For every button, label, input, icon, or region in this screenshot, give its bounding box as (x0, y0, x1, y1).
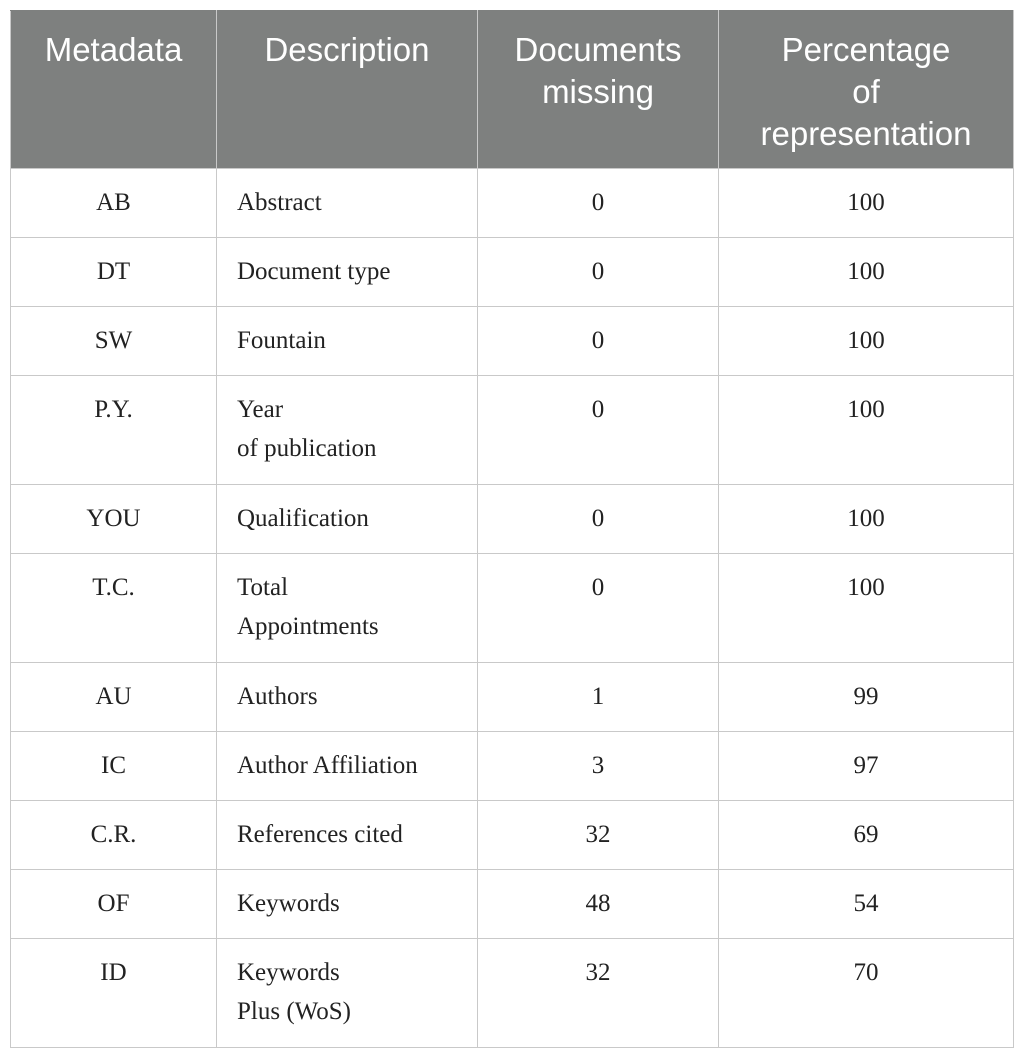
cell-description: Fountain (217, 307, 478, 376)
cell-metadata-code: AB (11, 169, 217, 238)
table-header (11, 11, 1014, 169)
cell-documents-missing: 0 (478, 169, 719, 238)
cell-percentage: 100 (719, 554, 1014, 663)
cell-documents-missing: 0 (478, 376, 719, 485)
header-metadata (11, 11, 217, 169)
table-row (11, 238, 1014, 307)
cell-description: Keywords (217, 870, 478, 939)
cell-description: Authors (217, 663, 478, 732)
table-row (11, 485, 1014, 554)
table-row (11, 870, 1014, 939)
header-percentage (719, 11, 1014, 169)
cell-percentage: 69 (719, 801, 1014, 870)
header-documents-missing (478, 11, 719, 169)
table-container (10, 10, 1013, 1048)
cell-percentage: 54 (719, 870, 1014, 939)
cell-percentage: 100 (719, 238, 1014, 307)
cell-description-line: Total (237, 574, 289, 601)
cell-description-line: Plus (WoS) (237, 998, 351, 1025)
cell-documents-missing: 32 (478, 939, 719, 1048)
cell-documents-missing: 0 (478, 307, 719, 376)
cell-documents-missing: 32 (478, 801, 719, 870)
cell-metadata-code: OF (11, 870, 217, 939)
cell-documents-missing: 0 (478, 485, 719, 554)
cell-percentage: 99 (719, 663, 1014, 732)
header-description (217, 11, 478, 169)
cell-metadata-code: DT (11, 238, 217, 307)
cell-description: Abstract (217, 169, 478, 238)
cell-description: Qualification (217, 485, 478, 554)
header-description-label: Description (264, 31, 430, 68)
cell-description: Author Affiliation (217, 732, 478, 801)
header-percentage-label: Percentage of representation (760, 31, 972, 152)
cell-metadata-code: T.C. (11, 554, 217, 663)
cell-description: Document type (217, 238, 478, 307)
cell-documents-missing: 0 (478, 554, 719, 663)
table-row (11, 801, 1014, 870)
header-metadata-label: Metadata (44, 31, 183, 68)
cell-description: References cited (217, 801, 478, 870)
cell-description-line: Keywords (237, 959, 340, 986)
cell-percentage: 97 (719, 732, 1014, 801)
table-row (11, 663, 1014, 732)
cell-metadata-code: YOU (11, 485, 217, 554)
cell-description-line: Appointments (237, 613, 379, 640)
cell-metadata-code: P.Y. (11, 376, 217, 485)
header-row (11, 11, 1014, 169)
cell-description-line: Year (237, 396, 284, 423)
cell-percentage: 100 (719, 485, 1014, 554)
cell-documents-missing: 0 (478, 238, 719, 307)
cell-description (217, 554, 478, 663)
cell-percentage: 100 (719, 169, 1014, 238)
metadata-table (10, 10, 1014, 1048)
cell-percentage: 70 (719, 939, 1014, 1048)
cell-description (217, 939, 478, 1048)
cell-description-line: of publication (237, 435, 377, 462)
cell-percentage: 100 (719, 307, 1014, 376)
table-row (11, 169, 1014, 238)
table-row (11, 732, 1014, 801)
table-row (11, 307, 1014, 376)
cell-metadata-code: IC (11, 732, 217, 801)
table-row (11, 376, 1014, 485)
table-row (11, 939, 1014, 1048)
cell-metadata-code: ID (11, 939, 217, 1048)
cell-metadata-code: AU (11, 663, 217, 732)
cell-documents-missing: 48 (478, 870, 719, 939)
header-documents-missing-label: Documents missing (514, 31, 682, 110)
table-row (11, 554, 1014, 663)
cell-metadata-code: SW (11, 307, 217, 376)
cell-documents-missing: 1 (478, 663, 719, 732)
cell-metadata-code: C.R. (11, 801, 217, 870)
table-body (11, 169, 1014, 1048)
cell-documents-missing: 3 (478, 732, 719, 801)
cell-description (217, 376, 478, 485)
cell-percentage: 100 (719, 376, 1014, 485)
